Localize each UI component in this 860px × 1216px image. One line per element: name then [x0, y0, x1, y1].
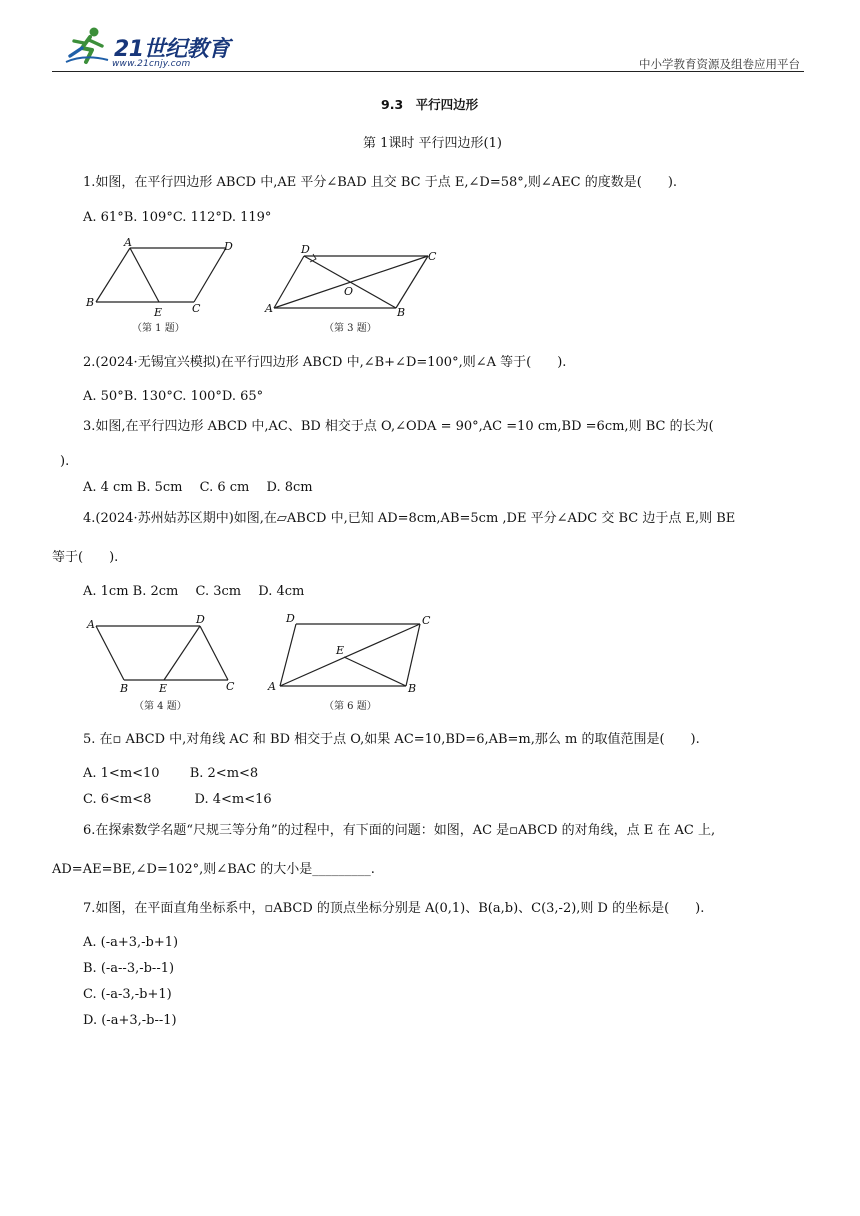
question-5-stem: 5. 在▫ ABCD 中,对角线 AC 和 BD 相交于点 O,如果 AC=10,BD=6,AB=m,那么 m 的取值范围是( ).	[83, 732, 700, 747]
question-4-stem-line-2: 等于( ).	[52, 550, 119, 565]
label-C: C	[192, 302, 201, 315]
question-3-stem-line-1: 3.如图,在平行四边形 ABCD 中,AC、BD 相交于点 O,∠ODA = 90°,AC =10 cm,BD =6cm,则 BC 的长为(	[83, 419, 714, 434]
label-E: E	[336, 644, 345, 657]
label-E: E	[159, 682, 168, 695]
question-7-option-a: A. (-a+3,-b+1)	[83, 935, 179, 950]
label-A: A	[265, 302, 273, 315]
header-divider	[52, 71, 804, 72]
question-1-options: A. 61°B. 109°C. 112°D. 119°	[83, 210, 272, 225]
question-2-stem: 2.(2024·无锡宜兴模拟)在平行四边形 ABCD 中,∠B+∠D=100°,则∠A 等于( ).	[83, 355, 567, 370]
question-6-stem-line-2: AD=AE=BE,∠D=102°,则∠BAC 的大小是_________.	[52, 862, 375, 877]
label-O: O	[344, 285, 354, 298]
label-C: C	[422, 614, 431, 627]
section-title: 9.3 平行四边形	[381, 97, 479, 112]
label-A: A	[268, 680, 276, 693]
figure-caption: （第 6 题）	[324, 701, 377, 712]
question-7-option-b: B. (-a--3,-b--1)	[83, 961, 175, 976]
label-D: D	[224, 240, 233, 253]
question-7-stem: 7.如图，在平面直角坐标系中，▫ABCD 的顶点坐标分别是 A(0,1)、B(a,b)、C(3,-2),则 D 的坐标是( ).	[83, 901, 705, 916]
question-2-options: A. 50°B. 130°C. 100°D. 65°	[83, 389, 264, 404]
label-B: B	[408, 682, 417, 695]
question-7-option-c: C. (-a-3,-b+1)	[83, 987, 172, 1002]
figure-q3	[264, 240, 444, 344]
label-E: E	[154, 306, 163, 319]
runner-icon	[64, 26, 110, 66]
label-C: C	[428, 250, 437, 263]
label-C: C	[226, 680, 235, 693]
label-D: D	[301, 243, 310, 256]
question-3-options: A. 4 cm B. 5cm C. 6 cm D. 8cm	[83, 480, 313, 495]
question-5-options-line-2: C. 6<m<8 D. 4<m<16	[83, 792, 272, 807]
label-B: B	[86, 296, 95, 309]
figure-q1	[86, 236, 246, 342]
lesson-title: 第 1课时 平行四边形(1)	[363, 136, 502, 151]
figure-q4	[84, 612, 244, 720]
question-6-stem-line-1: 6.在探索数学名题“尺规三等分角”的过程中，有下面的问题：如图，AC 是▫ABCD 的对角线，点 E 在 AC 上,	[83, 823, 716, 838]
question-3-stem-line-2: ).	[60, 454, 70, 469]
label-A: A	[87, 618, 95, 631]
question-5-options-line-1: A. 1<m<10 B. 2<m<8	[83, 766, 259, 781]
question-7-option-d: D. (-a+3,-b--1)	[83, 1013, 177, 1028]
figure-q6	[264, 610, 440, 720]
figure-caption: （第 4 题）	[134, 701, 187, 712]
figure-caption: （第 3 题）	[324, 323, 377, 334]
label-B: B	[397, 306, 406, 319]
label-D: D	[196, 613, 205, 626]
label-B: B	[120, 682, 129, 695]
page-header	[52, 26, 804, 74]
label-D: D	[286, 612, 295, 625]
question-4-options: A. 1cm B. 2cm C. 3cm D. 4cm	[83, 584, 305, 599]
question-4-stem-line-1: 4.(2024·苏州姑苏区期中)如图,在▱ABCD 中,已知 AD=8cm,AB=5cm ,DE 平分∠ADC 交 BC 边于点 E,则 BE	[83, 511, 736, 526]
label-A: A	[124, 236, 132, 249]
logo-text: 21世纪教育	[114, 37, 230, 62]
question-1-stem: 1.如图，在平行四边形 ABCD 中,AE 平分∠BAD 且交 BC 于点 E,∠D=58°,则∠AEC 的度数是( ).	[83, 175, 678, 190]
logo-url: www.21cnjy.com	[112, 59, 191, 69]
platform-name: 中小学教育资源及组卷应用平台	[639, 57, 800, 71]
figure-caption: （第 1 题）	[132, 323, 185, 334]
logo	[62, 26, 232, 72]
